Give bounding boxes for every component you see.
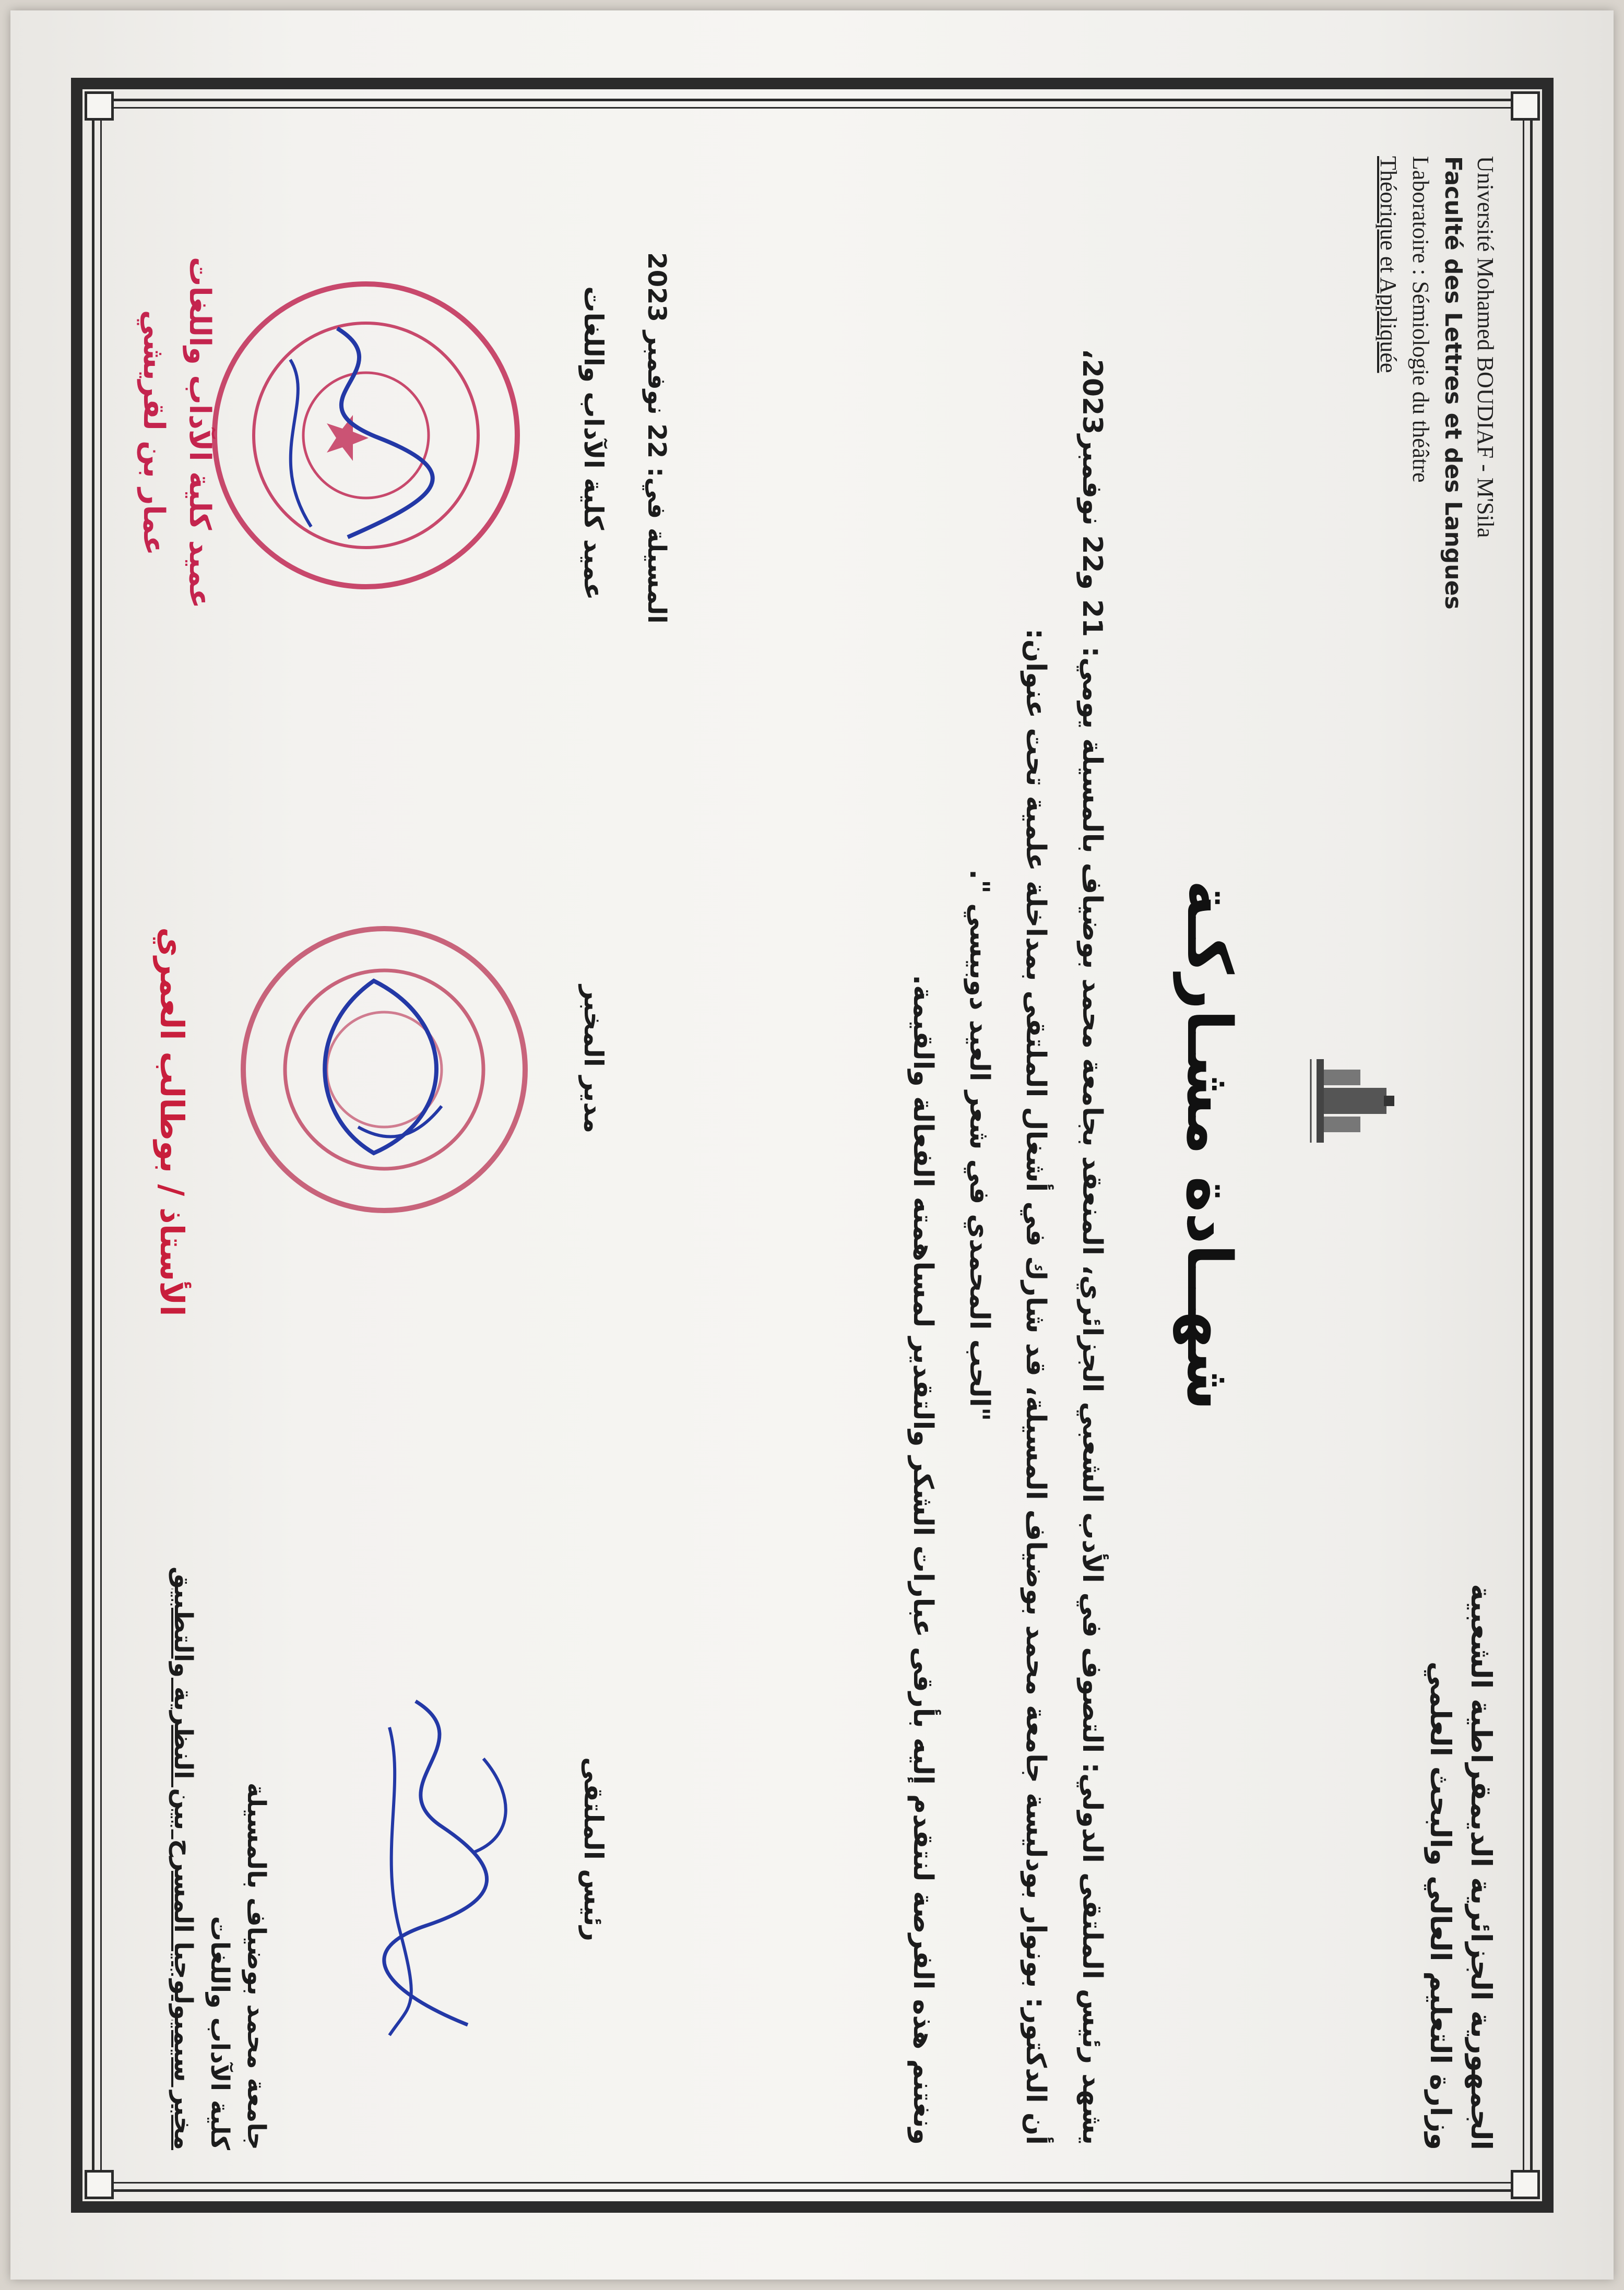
body-line-2: أن الدكتور: بونوار بودليسة جامعة محمد بوضياف المسيلة، قد شارك في أشغال الملتقى بمداخلة علمية تحت عنوان:: [1020, 628, 1051, 2145]
institution-header-ar-visible: [165, 1498, 275, 2150]
lab-seal-icon: [222, 908, 546, 1231]
institution-header-fr: [1372, 156, 1501, 835]
paper-title: "الحب المحمدي في شعر العيد دوبيسي ".: [963, 869, 995, 1421]
republic-name: الجمهورية الجزائرية الديمقراطية الشعبية: [1464, 1583, 1498, 2150]
certificate-title: شهــادة مشـاركـة: [1173, 880, 1246, 1410]
corner-ornament: [1511, 91, 1540, 121]
lab-name-fr-1: Laboratoire : Sémiologie du théâtre: [1407, 156, 1433, 483]
dean-seal-icon: [196, 266, 536, 605]
dean-stamp-line-1: عميد كلية الآداب واللغات: [182, 256, 217, 609]
corner-ornament: [85, 2170, 114, 2199]
lab-name-fr-2: Théorique et Appliquée: [1375, 156, 1401, 373]
university-name-fr: Université Mohamed BOUDIAF - M'Sila: [1472, 156, 1498, 538]
lab-stamp-text: الأستاذ / بوطالب العمري: [152, 927, 191, 1316]
body-line-4: ونغتنم هذه الفرصة لنتقدم إليه بأرقى عبارات الشكر والتقدير لمساهمته الفعالة والقيمة.: [907, 974, 939, 2145]
university-name-ar: جامعة محمد بوضياف بالمسيلة: [241, 1782, 271, 2150]
dean-stamp-text: [131, 93, 222, 772]
lab-name-ar: مخبر سيميولوجيا المسرح بين النظرية والتطبيق: [168, 1566, 198, 2150]
corner-ornament: [85, 91, 114, 121]
dean-signature-label: عميد كلية الآداب واللغات: [578, 286, 609, 600]
dean-stamp-line-2: عمار بن لقريشي: [136, 310, 171, 555]
chair-signature-label: رئيس الملتقى: [578, 1757, 609, 1941]
university-logo-icon: [1298, 1038, 1397, 1164]
lab-director-signature-label: مدير المخبر: [578, 984, 609, 1133]
chair-signature-icon: [358, 1680, 546, 2046]
faculty-name-ar: كلية الآداب واللغات: [205, 1916, 234, 2150]
corner-ornament: [1511, 2170, 1540, 2199]
certificate-body: [895, 146, 1120, 2145]
issue-date: المسيلة في: 22 نوفمبر 2023: [642, 252, 671, 624]
republic-header: [1420, 1419, 1501, 2150]
faculty-name-fr: Faculté des Lettres et des Langues: [1439, 156, 1466, 610]
certificate: [55, 62, 1569, 2228]
paper-sheet: [10, 10, 1614, 2280]
body-line-1: يشهد رئيس الملتقى الدولي: التصوف في الأدب الشعبي الجزائري، المنعقد بجامعة محمد بوضياف بالمسيلة يومي: 21 و22 نوفمبر2023،: [1076, 348, 1108, 2145]
ministry-name: وزارة التعليم العالي والبحث العلمي: [1424, 1661, 1457, 2150]
